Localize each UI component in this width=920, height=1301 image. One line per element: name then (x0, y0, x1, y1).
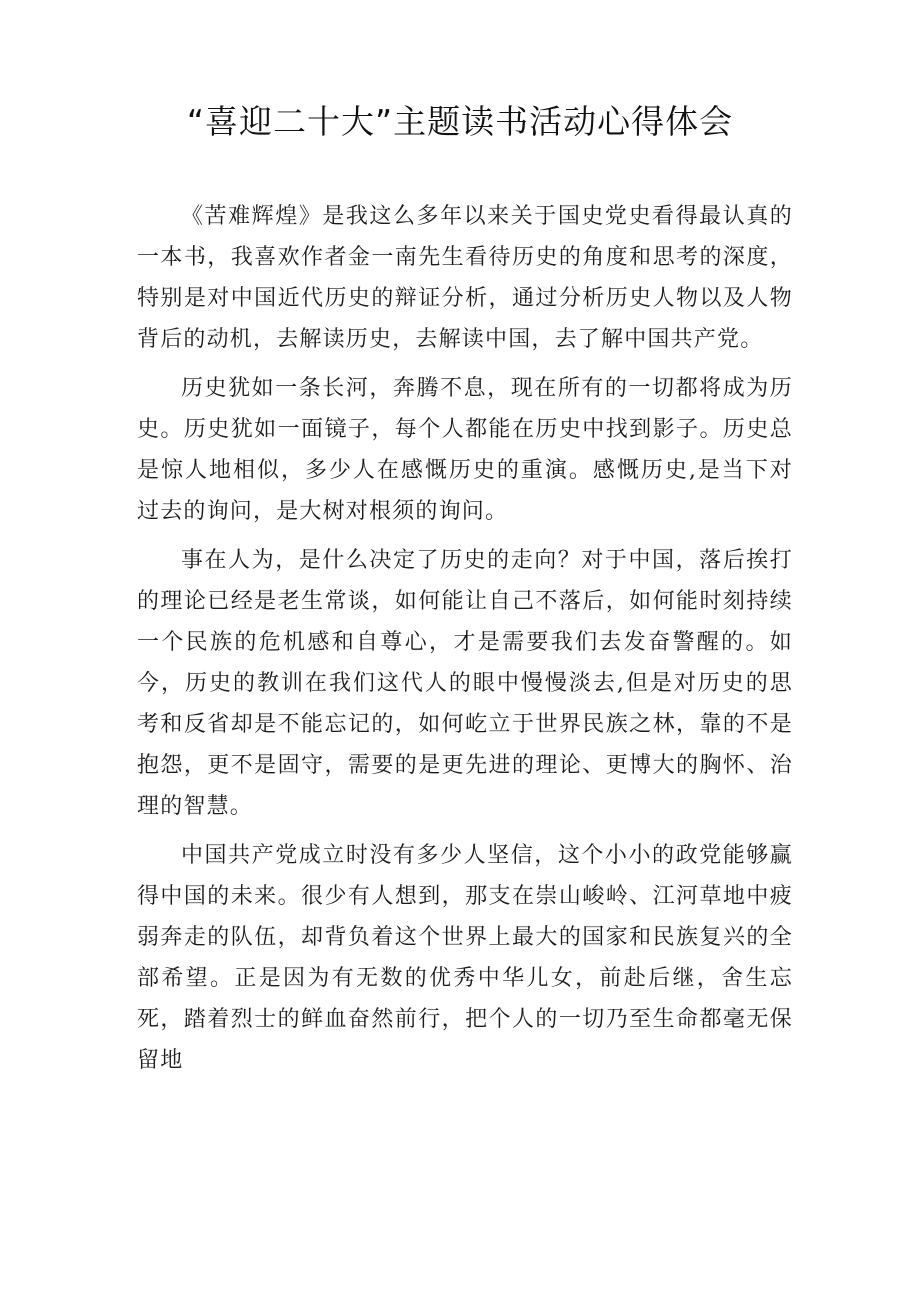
document-body (137, 196, 793, 1081)
paragraph-2: 历史犹如一条长河，奔腾不息，现在所有的一切都将成为历史。历史犹如一面镜子，每个人都能在历史中找到影子。历史总是惊人地相似，多少人在感慨历史的重演。感慨历史,是当下对过去的询问，是大树对根须的询问。 (137, 376, 793, 524)
paragraph-1: 《苦难辉煌》是我这么多年以来关于国史党史看得最认真的一本书，我喜欢作者金一南先生看待历史的角度和思考的深度，特别是对中国近代历史的辩证分析，通过分析历史人物以及人物背后的动机，去解读历史，去解读中国，去了解中国共产党。 (137, 204, 793, 352)
paragraph-4: 中国共产党成立时没有多少人坚信，这个小小的政党能够赢得中国的未来。很少有人想到，那支在崇山峻岭、江河草地中疲弱奔走的队伍，却背负着这个世界上最大的国家和民族复兴的全部希望。正是因为有无数的优秀中华儿女，前赴后继，舍生忘死，踏着烈士的鲜血奋然前行，把个人的一切乃至生命都毫无保留地 (137, 843, 793, 1073)
document-title: “喜迎二十大”主题读书活动心得体会 (186, 102, 734, 141)
paragraph-3: 事在人为，是什么决定了历史的走向？对于中国，落后挨打的理论已经是老生常谈，如何能让自己不落后，如何能时刻持续一个民族的危机感和自尊心，才是需要我们去发奋警醒的。如今，历史的教训在我们这代人的眼中慢慢淡去,但是对历史的思考和反省却是不能忘记的，如何屹立于世界民族之林，靠的不是抱怨，更不是固守，需要的是更先进的理论、更博大的胸怀、治理的智慧。 (137, 548, 793, 819)
